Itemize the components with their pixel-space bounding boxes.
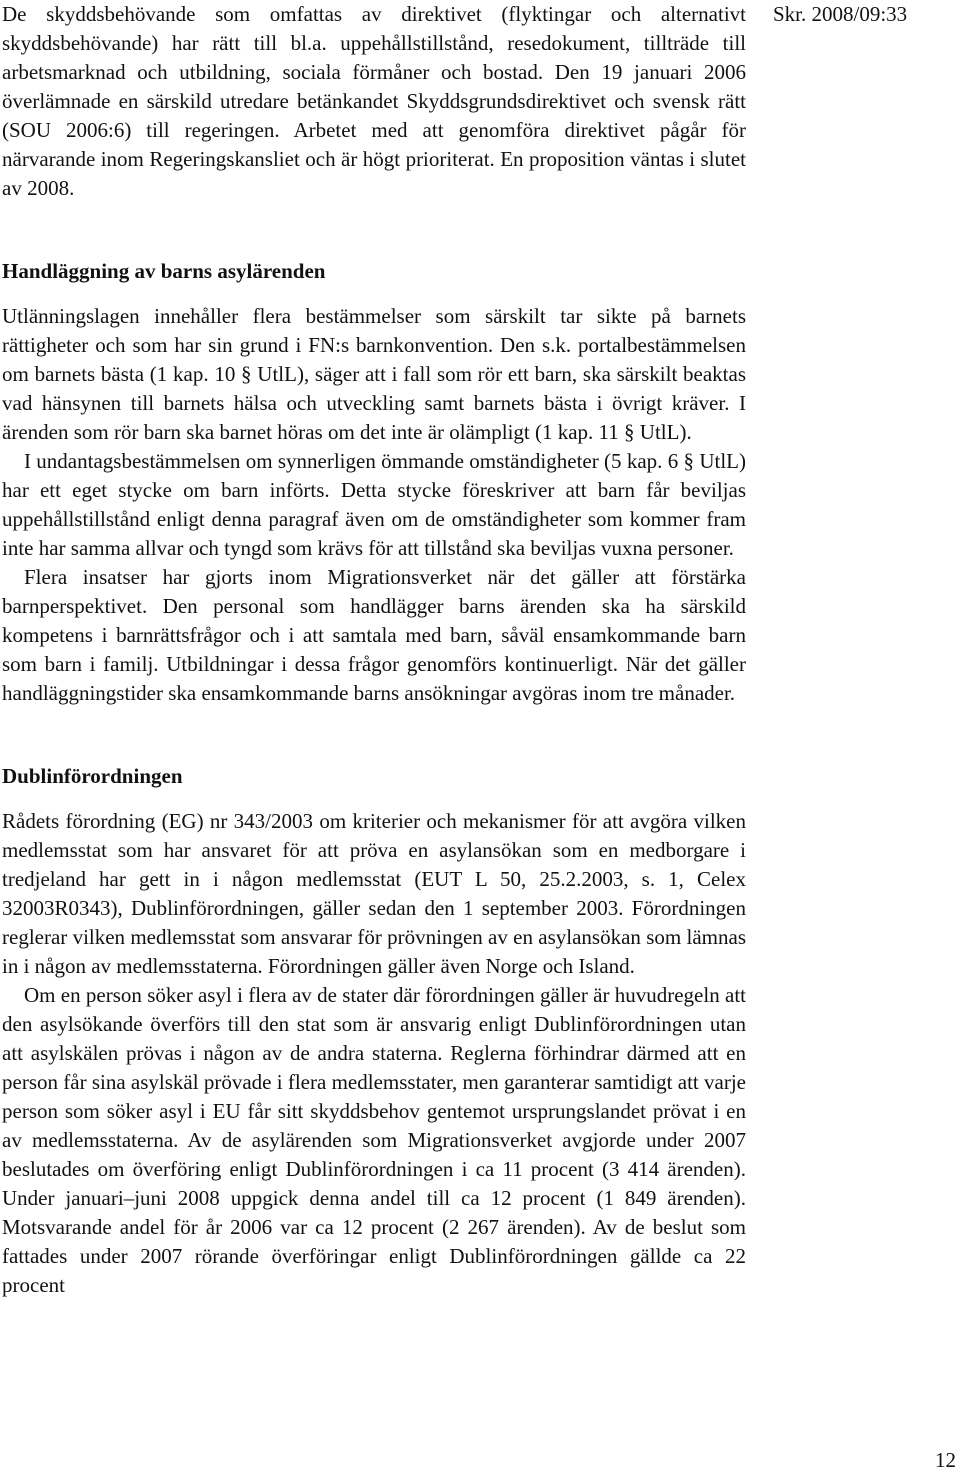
- body-paragraph: Om en person söker asyl i flera av de stater där förordningen gäller är huvudregeln att den asylsökande överförs till den stat som är ansvarig enligt Dublinförordningen utan att asylskälen prövas i någon av de andra staterna. Reglerna förhindrar därmed att en person får sina asylskäl prövade i flera medlemsstater, men garanterar samtidigt att varje person som söker asyl i EU får sitt skyddsbehov gentemot ursprungslandet prövat i en av medlemsstaterna. Av de asylärenden som Migrationsverket avgjorde under 2007 beslutades om överföring enligt Dublinförordningen i ca 11 procent (3 414 ärenden). Under januari–juni 2008 uppgick denna andel till ca 12 procent (1 849 ärenden). Motsvarande andel för år 2006 var ca 12 procent (2 267 ärenden). Av de beslut som fattades under 2007 rörande överföringar enligt Dublinförordningen gällde ca 22 procent: [2, 983, 746, 1297]
- body-paragraph: Utlänningslagen innehåller flera bestämmelser som särskilt tar sikte på barnets rättigheter och som har sin grund i FN:s barnkonvention. Den s.k. portalbestämmelsen om barnets bästa (1 kap. 10 § UtlL), säger att i fall som rör ett barn, ska särskilt beaktas vad hänsynen till barnets hälsa och utveckling samt barnets bästa i övrigt kräver. I ärenden som rör barn ska barnet höras om det inte är olämpligt (1 kap. 11 § UtlL).: [2, 304, 746, 444]
- document-reference: Skr. 2008/09:33: [773, 2, 908, 26]
- heading-spacer: [2, 791, 746, 807]
- page-number: 12: [935, 1448, 956, 1472]
- section-heading-dublinforordningen: Dublinförordningen: [2, 764, 183, 788]
- heading-spacer: [2, 286, 746, 302]
- section-heading-barns-asylarenden: Handläggning av barns asylärenden: [2, 259, 326, 283]
- body-paragraph: Flera insatser har gjorts inom Migrationsverket när det gäller att förstärka barnperspektivet. Den personal som handlägger barns ärenden ska ha särskild kompetens i barnrättsfrågor och i att samtala med barn, såväl ensamkommande barn som barn i familj. Utbildningar i dessa frågor genomförs kontinuerligt. När det gäller handläggningstider ska ensamkommande barns ansökningar avgöras inom tre månader.: [2, 565, 746, 705]
- section-spacer: [2, 708, 746, 762]
- section-spacer: [2, 203, 746, 257]
- body-paragraph: I undantagsbestämmelsen om synnerligen ömmande omständigheter (5 kap. 6 § UtlL) har ett eget stycke om barn införts. Detta stycke föreskriver att barn får beviljas uppehållstillstånd enligt denna paragraf även om de omständigheter som kommer fram inte har samma allvar och tyngd som krävs för att tillstånd ska beviljas vuxna personer.: [2, 449, 746, 560]
- body-paragraph: Rådets förordning (EG) nr 343/2003 om kriterier och mekanismer för att avgöra vilken medlemsstat som har ansvaret för att pröva en asylansökan som en medborgare i tredjeland har gett in i någon medlemsstat (EUT L 50, 25.2.2003, s. 1, Celex 32003R0343), Dublinförordningen, gäller sedan den 1 september 2003. Förordningen reglerar vilken medlemsstat som ansvarar för prövningen av en asylansökan som lämnas in i någon av medlemsstaterna. Förordningen gäller även Norge och Island.: [2, 809, 746, 978]
- intro-paragraph: De skyddsbehövande som omfattas av direktivet (flyktingar och alternativt skyddsbehövande) har rätt till bl.a. uppehållstillstånd, resedokument, tillträde till arbetsmarknad och utbildning, sociala förmåner och bostad. Den 19 januari 2006 överlämnade en särskild utredare betänkandet Skyddsgrundsdirektivet och svensk rätt (SOU 2006:6) till regeringen. Arbetet med att genomföra direktivet pågår för närvarande inom Regeringskansliet och är högt prioriterat. En proposition väntas i slutet av 2008.: [2, 2, 746, 200]
- main-column: [2, 0, 746, 1300]
